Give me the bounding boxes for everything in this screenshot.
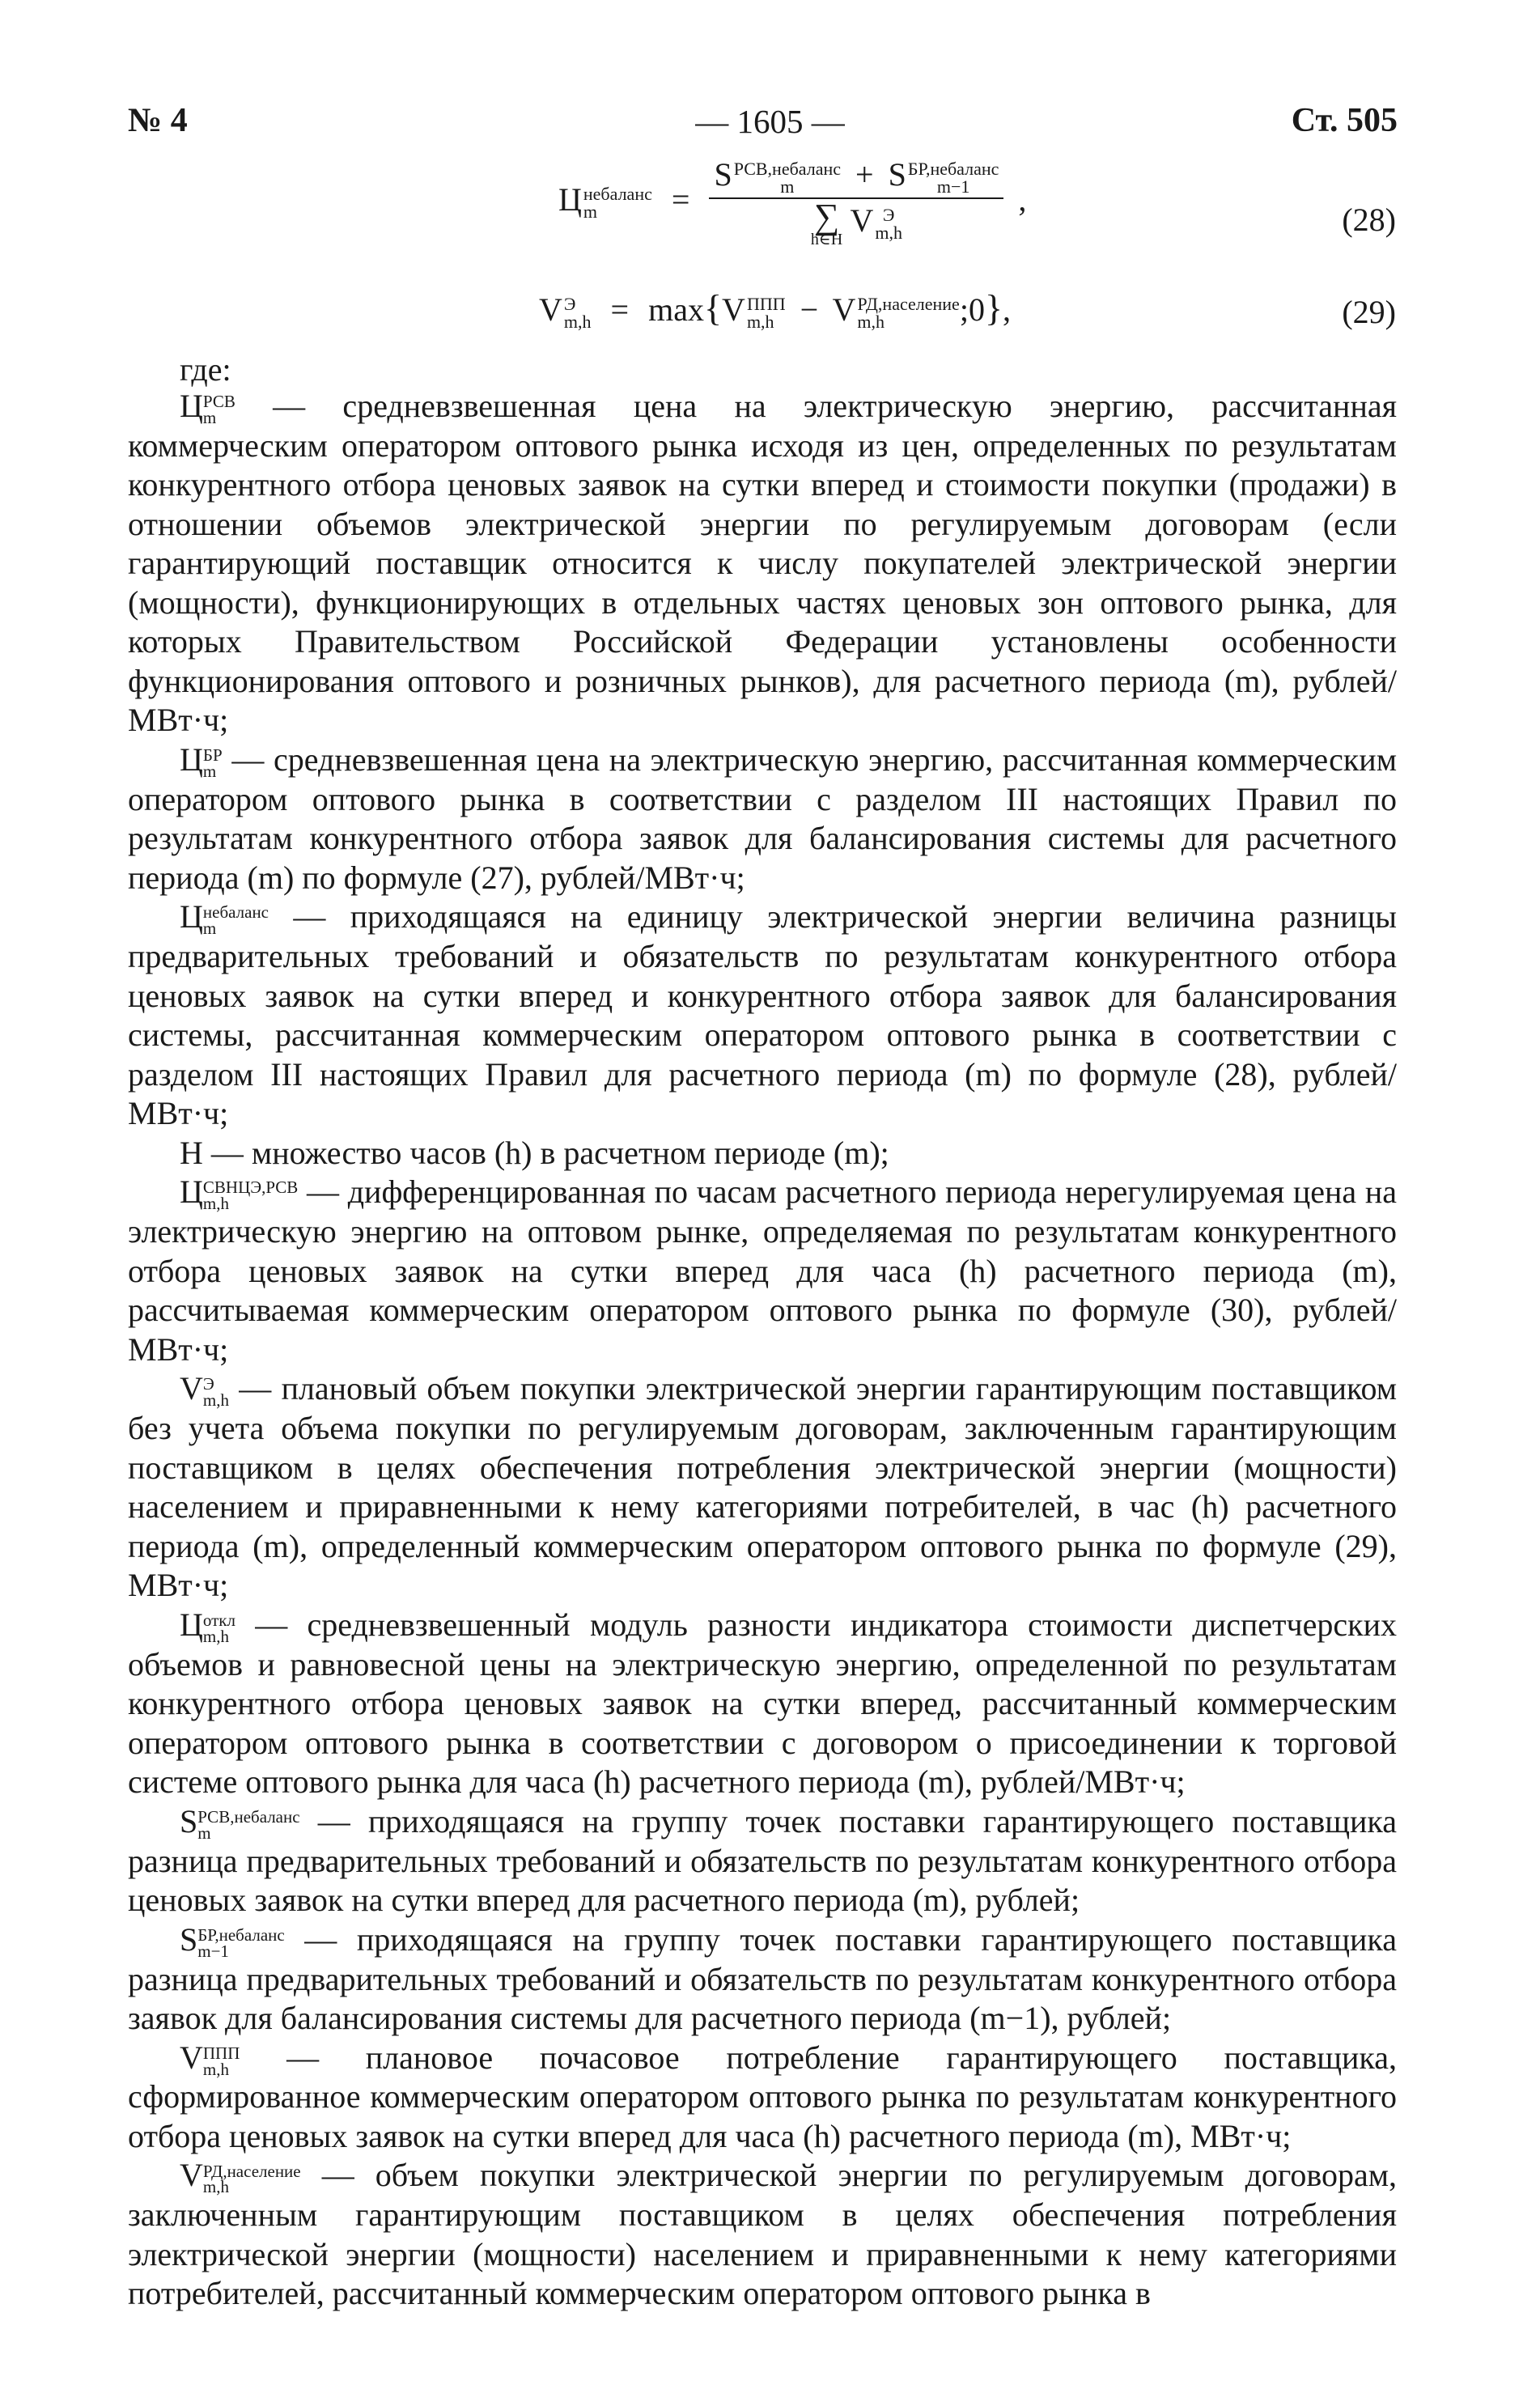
issue-number: № 4 (128, 102, 188, 139)
article-number: Ст. 505 (1291, 102, 1398, 139)
definition-item: V Э m,h — плановый объем покупки электрической энергии гарантирующим поставщиком без учета объема покупки по регулируемым договорам, заключенным гарантирующим поставщиком в целях обеспечения потребления электрической энергии (мощности) населением и приравненными к нему категориями потребителей, в час (h) расчетного периода (m), определенный коммерческим оператором оптового рынка по формуле (29), МВт·ч; (128, 1370, 1398, 1604)
definition-item: H — множество часов (h) в расчетном периоде (m); (180, 1134, 889, 1171)
definition-item: Ц небаланс m — приходящаяся на единицу электрической энергии величина разницы предварительных требований и обязательств по результатам конкурентного отбора ценовых заявок на сутки вперед и конкурентного отбора заявок для балансирования системы, рассчитанная коммерческим оператором оптового рынка в соответствии с разделом III настоящих Правил для расчетного периода (m) по формуле (28), рублей/МВт·ч; (128, 898, 1397, 1132)
page-number: — 1605 — (695, 103, 845, 140)
definition-item: V ППП m,h — плановое почасовое потребление гарантирующего поставщика, сформированное коммерческим оператором оптового рынка по результатам конкурентного отбора ценовых заявок на сутки вперед для часа (h) расчетного периода (m), МВт·ч; (128, 2039, 1398, 2154)
definition-item: Ц РСВ m — средневзвешенная цена на электрическую энергию, рассчитанная коммерческим оператором оптового рынка исходя из цен, определенных по результатам конкурентного отбора ценовых заявок на сутки вперед и стоимости покупки (продажи) в отношении объемов электрической энергии по регулируемым договорам (если гарантирующий поставщик относится к числу покупателей электрической энергии (мощности), функционирующих в отдельных частях ценовых зон оптового рынка, для которых Правительством Российской Федерации установлены особенности функционирования оптового и розничных рынков), для расчетного периода (m), рублей/МВт·ч; (128, 388, 1398, 739)
formula-29: V Э m,h = max{V ППП m,h − V РД,население m,h ;0}, (539, 287, 1012, 332)
definition-item: V РД,население m,h — объем покупки электрической энергии по регулируемым договорам, заключенным гарантирующим поставщиком в целях обеспечения потребления электрической энергии (мощности) населением и приравненными к нему категориями потребителей, рассчитанный коммерческим оператором оптового рынка в (128, 2157, 1398, 2312)
definitions-list (128, 387, 1397, 2314)
definition-item: S БР,небаланс m−1 — приходящаяся на группу точек поставки гарантирующего поставщика разница предварительных требований и обязательств по результатам конкурентного отбора заявок для балансирования системы для расчетного периода (m−1), рублей; (128, 1920, 1397, 2036)
definition-item: Ц БР m — средневзвешенная цена на электрическую энергию, рассчитанная коммерческим оператором оптового рынка в соответствии с разделом III настоящих Правил по результатам конкурентного отбора заявок для балансирования системы для расчетного периода (m) по формуле (27), рублей/МВт·ч; (128, 740, 1398, 896)
definition-item: Ц откл m,h — средневзвешенный модуль разности индикатора стоимости диспетчерских объемов и равновесной цены на электрическую энергию, определенной по результатам конкурентного отбора ценовых заявок на сутки вперед, рассчитанный коммерческим оператором оптового рынка в соответствии с договором о присоединении к торговой системе оптового рынка для часа (h) расчетного периода (m), рублей/МВт·ч; (128, 1606, 1398, 1801)
formula-28-fraction: S РСВ,небаланс m + S БР,небаланс m−1 ∑ h∈H V Э m,h (709, 159, 1003, 247)
definition-item: Ц СВНЦЭ,РСВ m,h — дифференцированная по часам расчетного периода нерегулируемая цена на электрическую энергию на оптовом рынке, определяемая по результатам конкурентного отбора ценовых заявок на сутки вперед для часа (h) расчетного периода (m), рассчитываемая коммерческим оператором оптового рынка по формуле (30), рублей/МВт·ч; (128, 1173, 1398, 1368)
formula-29-number: (29) (1342, 294, 1396, 330)
where-label: где: (180, 351, 231, 388)
formula-28-number: (28) (1342, 202, 1396, 238)
definition-item: S РСВ,небаланс m — приходящаяся на группу точек поставки гарантирующего поставщика разница предварительных требований и обязательств по результатам конкурентного отбора ценовых заявок на сутки вперед для расчетного периода (m), рублей; (128, 1802, 1397, 1919)
formula-28: Ц небаланс m = S РСВ,небаланс m + S БР,небаланс m−1 ∑ h∈H V Э m,h , (558, 156, 1027, 249)
